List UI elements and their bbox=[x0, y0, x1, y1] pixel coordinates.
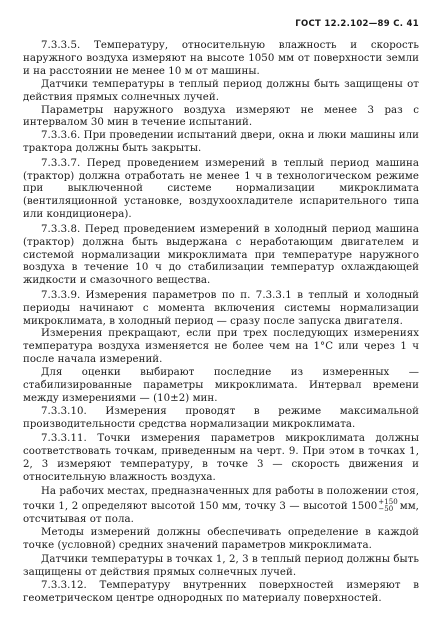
paragraph: 7.3.3.5. Температуру, относительную влажность и скорость наружного воздуха измеряют на высоте 1050 мм от поверхности земли и на расстоянии не менее 10 м от машины. bbox=[23, 40, 419, 77]
paragraph: 7.3.3.12. Температуру внутренних поверхностей измеряют в геометрическом центре однородных по материалу поверхностей. bbox=[23, 580, 419, 605]
paragraph-text: На рабочих местах, предназначенных для работы в положении стоя, точки 1, 2 определяют высотой 150 мм, точку 3 — высотой bbox=[23, 486, 419, 513]
tolerance-lower: −50 bbox=[378, 505, 394, 514]
paragraph: Параметры наружного воздуха измеряют не менее 3 раз с интервалом 30 мин в течение испытаний. bbox=[23, 104, 419, 129]
paragraph: Измерения прекращают, если при трех последующих измерениях температура воздуха изменяется не более чем на 1°С или через 1 ч после начала измерений. bbox=[23, 328, 419, 366]
paragraph: Датчики температуры в точках 1, 2, 3 в теплый период должны быть защищены от действия прямых солнечных лучей. bbox=[23, 554, 419, 579]
paragraph: 7.3.3.6. При проведении испытаний двери, окна и люки машины или трактора должны быть закрыты. bbox=[23, 130, 419, 155]
paragraph-text: мм, отсчитывая от пола. bbox=[23, 501, 419, 526]
paragraph: Для оценки выбирают последние из измеренных — стабилизированные параметры микроклимата. Интервал времени между измерениями — (10±2) мин. bbox=[23, 367, 419, 404]
paragraph bbox=[23, 486, 419, 527]
paragraph: 7.3.3.9. Измерения параметров по п. 7.3.3.1 в теплый и холодный периоды начинают с момента включения системы нормализации микроклимата, в холодный период — сразу после запуска двигателя. bbox=[23, 289, 419, 327]
paragraph: Методы измерений должны обеспечивать определение в каждой точке (условной) средних значений параметров микроклимата. bbox=[23, 527, 419, 551]
paragraph: 7.3.3.7. Перед проведением измерений в теплый период машина (трактор) должна отработать не менее 1 ч в технологическом режиме при выключенной системе нормализации микроклимата (вентиляционной установке, воздухоохладителе испарительного типа или кондиционера). bbox=[23, 157, 419, 221]
height-tolerance bbox=[378, 499, 397, 513]
paragraph: 7.3.3.10. Измерения проводят в режиме максимальной производительности средства нормализации микроклимата. bbox=[23, 405, 419, 430]
paragraph: 7.3.3.11. Точки измерения параметров микроклимата должны соответствовать точкам, приведенным на черт. 9. При этом в точках 1, 2, 3 измеряют температуру, в точке 3 — скорость движения и относительную влажность воздуха. bbox=[23, 433, 419, 483]
paragraph: 7.3.3.8. Перед проведением измерений в холодный период машина (трактор) должна быть выдержана с неработающим двигателем и системой нормализации микроклимата при температуре наружного воздуха в течение 10 ч до стабилизации температур охлаждающей жидкости и смазочного вещества. bbox=[23, 223, 419, 287]
height-value: 1500 bbox=[351, 501, 378, 513]
page-header: ГОСТ 12.2.102—89 С. 41 bbox=[295, 19, 419, 29]
paragraph: Датчики температуры в теплый период должны быть защищены от действия прямых солнечных лучей. bbox=[23, 78, 419, 103]
document-body bbox=[23, 40, 419, 606]
tolerance-upper: +150 bbox=[378, 498, 398, 507]
